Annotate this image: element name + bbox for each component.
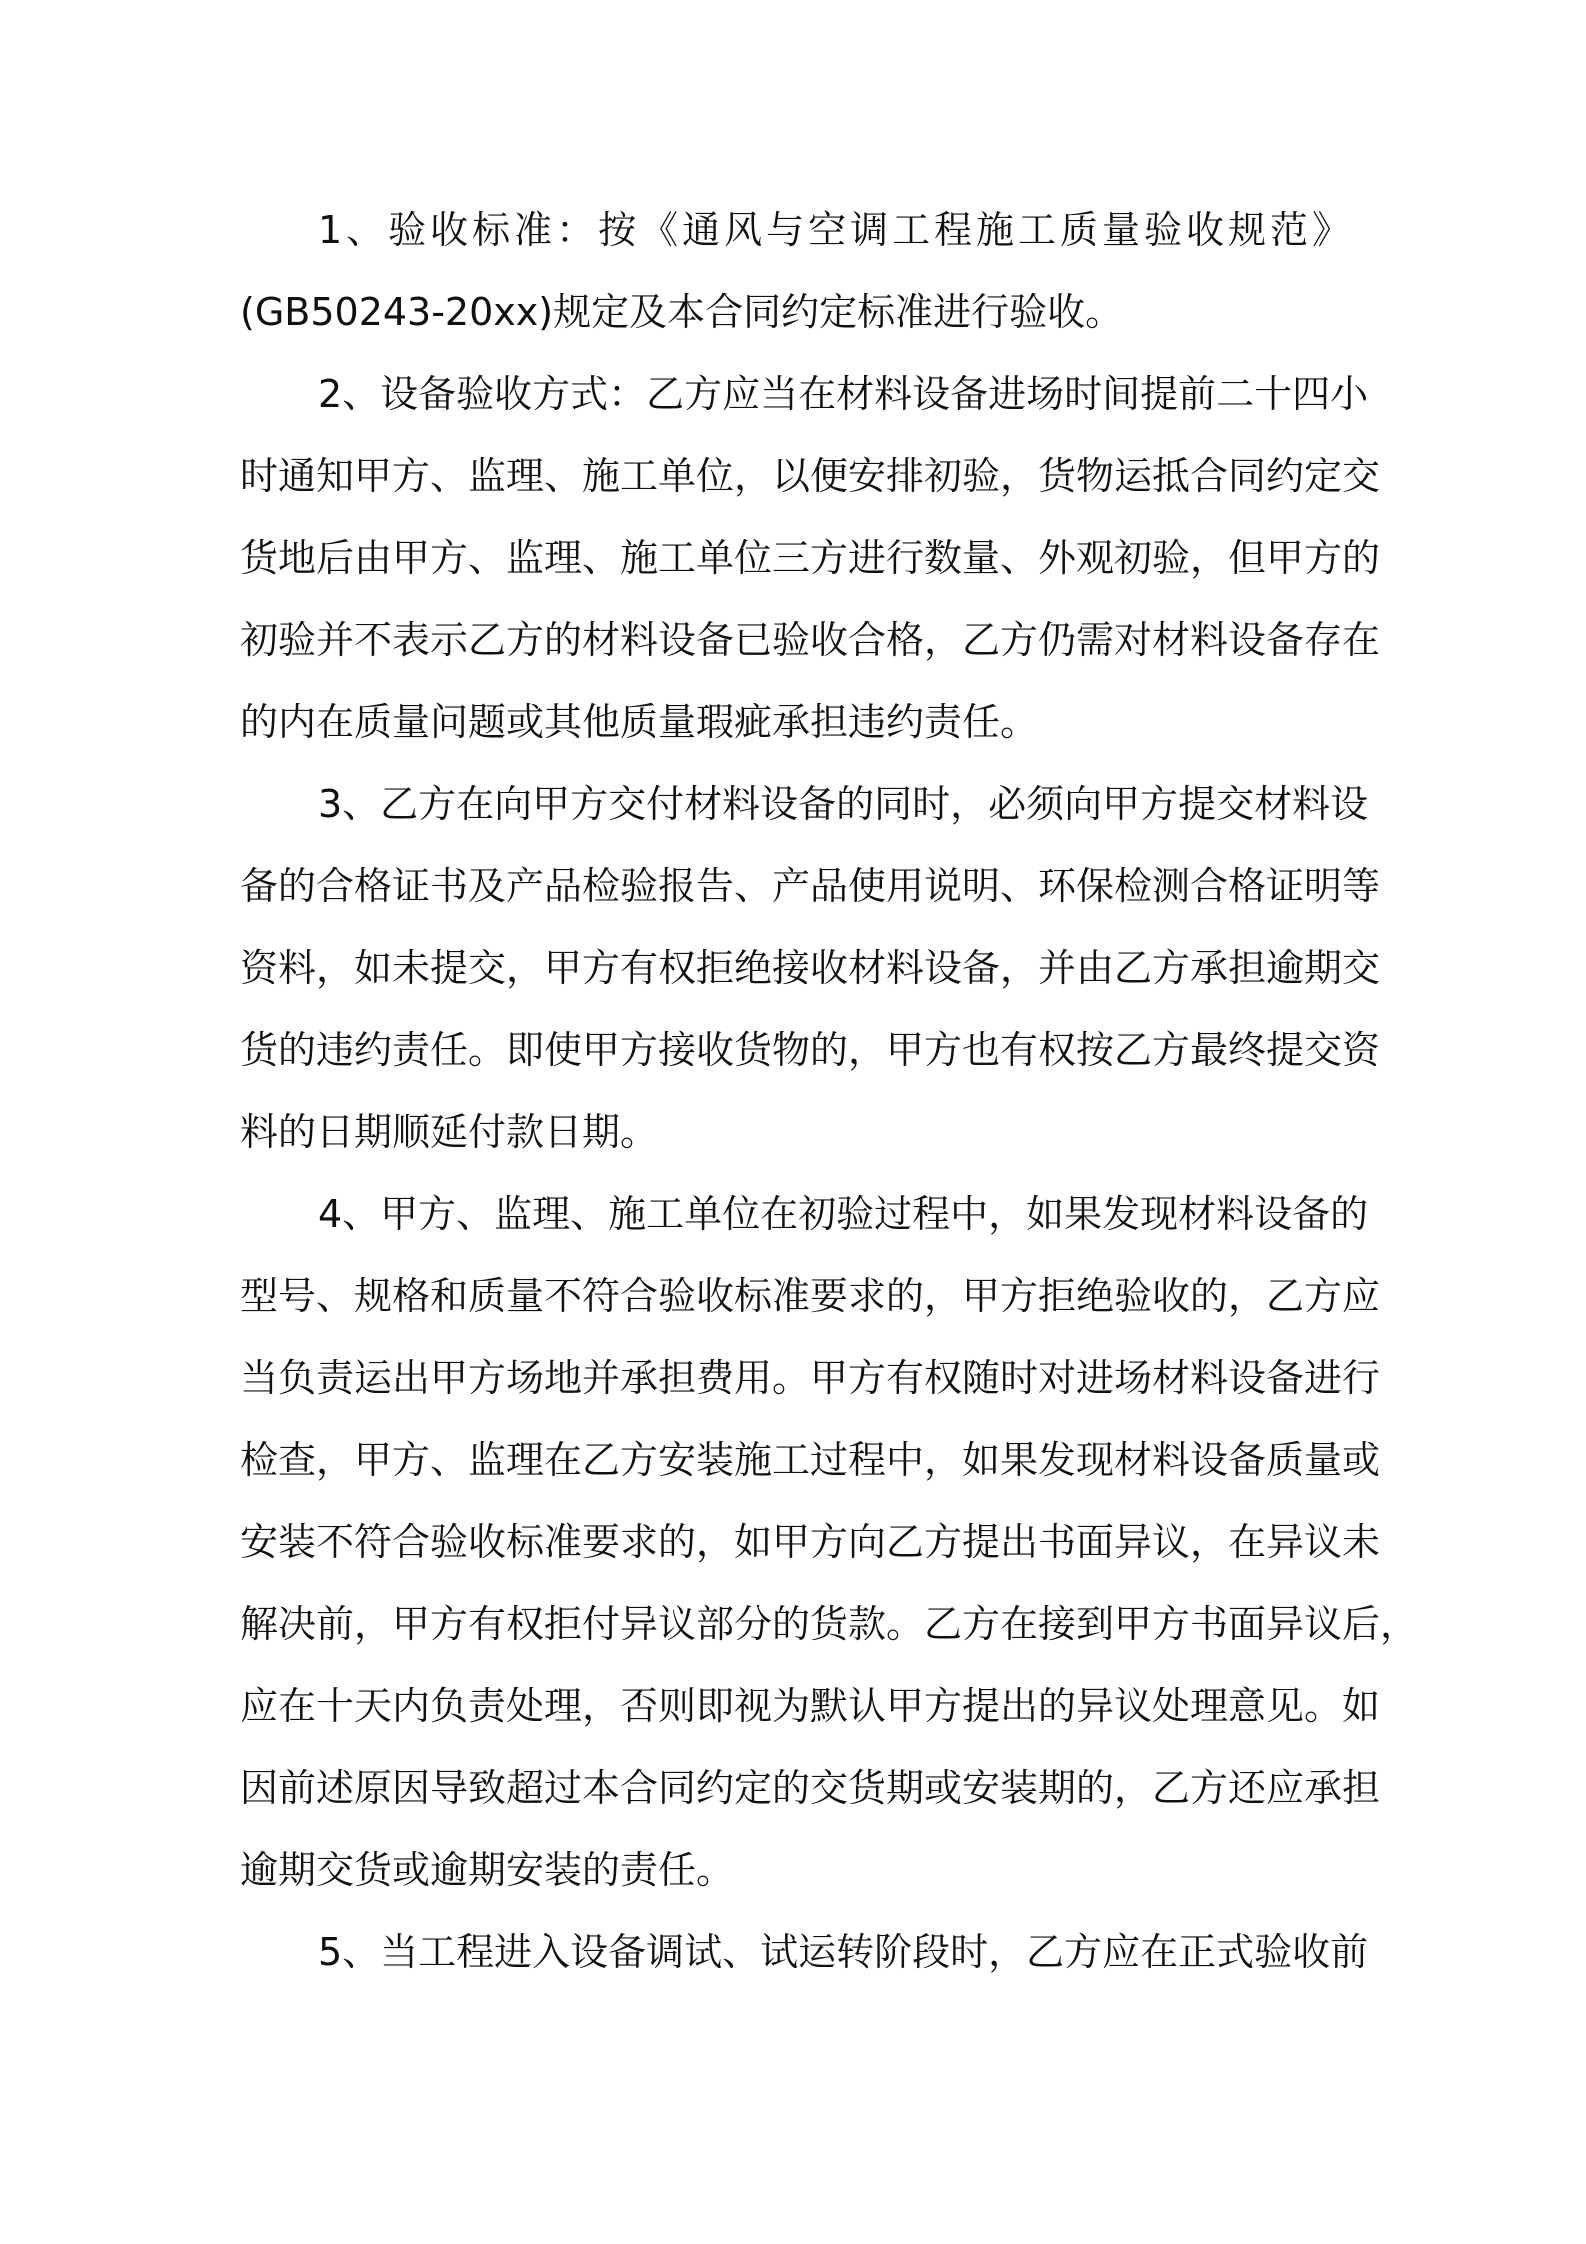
clause-4-line-4: 检查，甲方、监理在乙方安装施工过程中，如果发现材料设备质量或 (240, 1438, 1381, 1482)
clause-4-line-1: 4、甲方、监理、施工单位在初验过程中，如果发现材料设备的 (318, 1192, 1369, 1236)
clause-2-line-4: 初验并不表示乙方的材料设备已验收合格，乙方仍需对材料设备存在 (240, 618, 1381, 662)
clause-4-line-6: 解决前，甲方有权拒付异议部分的货款。乙方在接到甲方书面异议后， (240, 1602, 1419, 1646)
clause-3-line-4: 货的违约责任。即使甲方接收货物的，甲方也有权按乙方最终提交资 (240, 1028, 1381, 1072)
clause-3-line-2: 备的合格证书及产品检验报告、产品使用说明、环保检测合格证明等 (240, 864, 1381, 908)
clause-4-line-7: 应在十天内负责处理，否则即视为默认甲方提出的异议处理意见。如 (240, 1684, 1381, 1728)
clause-4-line-3: 当负责运出甲方场地并承担费用。甲方有权随时对进场材料设备进行 (240, 1356, 1381, 1400)
clause-4-line-8: 因前述原因导致超过本合同约定的交货期或安装期的，乙方还应承担 (240, 1766, 1381, 1810)
clause-4-line-2: 型号、规格和质量不符合验收标准要求的，甲方拒绝验收的，乙方应 (240, 1274, 1381, 1318)
clause-3-line-3: 资料，如未提交，甲方有权拒绝接收材料设备，并由乙方承担逾期交 (240, 946, 1381, 990)
clause-4-line-5: 安装不符合验收标准要求的，如甲方向乙方提出书面异议，在异议未 (240, 1520, 1381, 1564)
clause-1-line-1: 1、验收标准：按《通风与空调工程施工质量验收规范》 (318, 208, 1350, 252)
clause-2-line-2: 时通知甲方、监理、施工单位，以便安排初验，货物运抵合同约定交 (240, 454, 1381, 498)
clause-4-line-9: 逾期交货或逾期安装的责任。 (240, 1848, 735, 1892)
clause-2-line-3: 货地后由甲方、监理、施工单位三方进行数量、外观初验，但甲方的 (240, 536, 1381, 580)
clause-3-line-1: 3、乙方在向甲方交付材料设备的同时，必须向甲方提交材料设 (318, 782, 1369, 826)
clause-1-line-2: (GB50243-20xx)规定及本合同约定标准进行验收。 (240, 290, 1124, 334)
clause-2-line-5: 的内在质量问题或其他质量瑕疵承担违约责任。 (240, 700, 1039, 744)
clause-5-line-1: 5、当工程进入设备调试、试运转阶段时，乙方应在正式验收前 (318, 1930, 1369, 1974)
clause-2-line-1: 2、设备验收方式：乙方应当在材料设备进场时间提前二十四小 (318, 372, 1369, 416)
clause-3-line-5: 料的日期顺延付款日期。 (240, 1110, 659, 1154)
